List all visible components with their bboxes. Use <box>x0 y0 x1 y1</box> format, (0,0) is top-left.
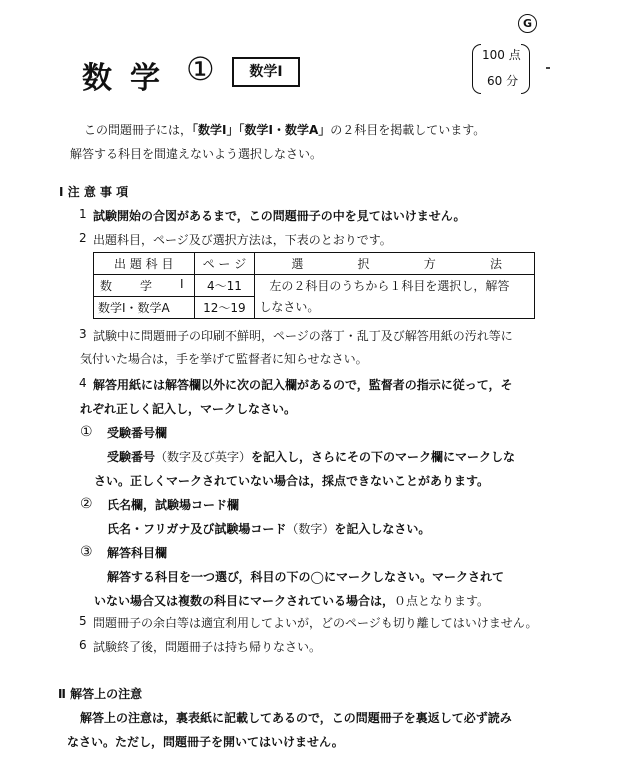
table-cell-pages: 4〜11 <box>194 275 255 297</box>
text-fragment: 氏名・フリガナ及び試験場コード <box>107 522 287 536</box>
subject-box: 数学Ⅰ <box>232 57 300 87</box>
text-fragment: 受験番号 <box>107 450 156 464</box>
table-header-subject: 出 題 科 目 <box>94 253 195 275</box>
table-header-method <box>255 253 535 275</box>
corner-g-mark: G <box>518 14 537 33</box>
text-fragment: にマークしなさい。 <box>323 570 432 584</box>
item-number: 4 <box>79 376 87 390</box>
table-cell-pages: 12〜19 <box>194 297 255 319</box>
text-fragment: を記入しなさい。 <box>334 522 431 536</box>
intro-line-2: 解答する科目を間違えないよう選択しなさい。 <box>70 147 323 161</box>
item-number: 1 <box>79 207 87 221</box>
sub-1-heading: 受験番号欄 <box>107 426 168 440</box>
text-fragment: を記入し，さらにその下のマーク欄にマークしな <box>251 450 516 464</box>
intro-line-1 <box>84 121 485 138</box>
item-6-text: 試験終了後，問題冊子は持ち帰りなさい。 <box>93 640 322 654</box>
item-2-text: 出題科目，ページ及び選択方法は，下表のとおりです。 <box>93 233 392 247</box>
sub-2-text <box>107 520 430 537</box>
text-fragment: いない場合又は複数の科目にマークされている場合は， <box>94 594 395 608</box>
sub-1-text-b: さい。正しくマークされていない場合は，採点できないことがあります。 <box>94 474 490 488</box>
header-char: 択 <box>357 257 370 271</box>
score-points: 100 点 <box>482 48 521 62</box>
item-4-text-b: れぞれ正しく記入し，マークしなさい。 <box>80 402 297 416</box>
header-char: 方 <box>423 257 436 271</box>
intro-text: この問題冊子には， <box>84 123 193 137</box>
sub-number: ③ <box>80 544 93 560</box>
item-4-text-a: 解答用紙には解答欄以外に次の記入欄があるので，監督者の指示に従って，そ <box>93 378 513 392</box>
text-fragment: （数字及び英字） <box>155 450 252 464</box>
item-3-text-b: 気付いた場合は，手を挙げて監督者に知らせなさい。 <box>80 352 368 366</box>
page-title: 数学 <box>82 61 178 96</box>
sub-number: ① <box>80 424 93 440</box>
table-cell-subject <box>94 275 195 297</box>
table-row <box>94 275 535 297</box>
sub-2-heading: 氏名欄，試験場コード欄 <box>107 498 240 512</box>
score-time-box <box>472 44 530 94</box>
intro-subjects: 「数学Ⅰ」「数学Ⅰ・数学A」 <box>192 123 331 137</box>
table-cell-subject: 数学Ⅰ・数学A <box>94 297 195 319</box>
header-char: 選 <box>291 257 304 271</box>
method-line-1: 左の２科目のうちから１科目を選択し，解答 <box>269 278 510 293</box>
item-1-text: 試験開始の合図があるまで，この問題冊子の中を見てはいけません。 <box>93 209 466 223</box>
subject-char: 数 <box>100 279 113 293</box>
title-number: ① <box>186 50 215 88</box>
sub-3-text-b <box>94 592 489 609</box>
text-fragment: マークされて <box>431 570 504 584</box>
margin-mark <box>546 67 550 69</box>
mark-oval-icon: ◯ <box>310 570 324 584</box>
item-5-text: 問題冊子の余白等は適宜利用してよいが，どのページも切り離してはいけません。 <box>93 616 538 630</box>
item-3-text-a: 試験中に問題冊子の印刷不鮮明，ページの落丁・乱丁及び解答用紙の汚れ等に <box>93 329 513 343</box>
time-minutes: 60 分 <box>487 74 519 88</box>
answer-notes-line-1: 解答上の注意は，裏表紙に記載してあるので，この問題冊子を裏返して必ず読み <box>80 711 512 725</box>
sub-3-text-a <box>107 568 504 585</box>
subject-char: 学 <box>139 279 152 293</box>
table-header-pages: ペ ー ジ <box>194 253 255 275</box>
intro-text: の２科目を掲載しています。 <box>330 123 486 137</box>
subject-char: Ⅰ <box>179 277 184 291</box>
item-number: 3 <box>79 327 87 341</box>
table-cell-method <box>255 275 535 319</box>
text-fragment: ０点となります。 <box>394 594 490 608</box>
method-line-2: しなさい。 <box>259 299 320 314</box>
item-number: 5 <box>79 614 87 628</box>
item-number: 2 <box>79 231 87 245</box>
text-fragment: （数字） <box>286 522 335 536</box>
text-fragment: 解答する科目を一つ選び，科目の下の <box>107 570 311 584</box>
sub-1-text-a <box>107 448 515 465</box>
method-table <box>93 252 535 319</box>
section-heading-answer-notes: Ⅱ 解答上の注意 <box>58 687 143 701</box>
sub-3-heading: 解答科目欄 <box>107 546 168 560</box>
section-heading-notes: Ⅰ 注 意 事 項 <box>59 185 129 199</box>
item-number: 6 <box>79 638 87 652</box>
answer-notes-line-2: なさい。ただし，問題冊子を開いてはいけません。 <box>67 735 344 749</box>
table-header-row <box>94 253 535 275</box>
header-char: 法 <box>489 257 502 271</box>
sub-number: ② <box>80 496 93 512</box>
right-paren <box>521 44 530 94</box>
left-paren <box>472 44 481 94</box>
